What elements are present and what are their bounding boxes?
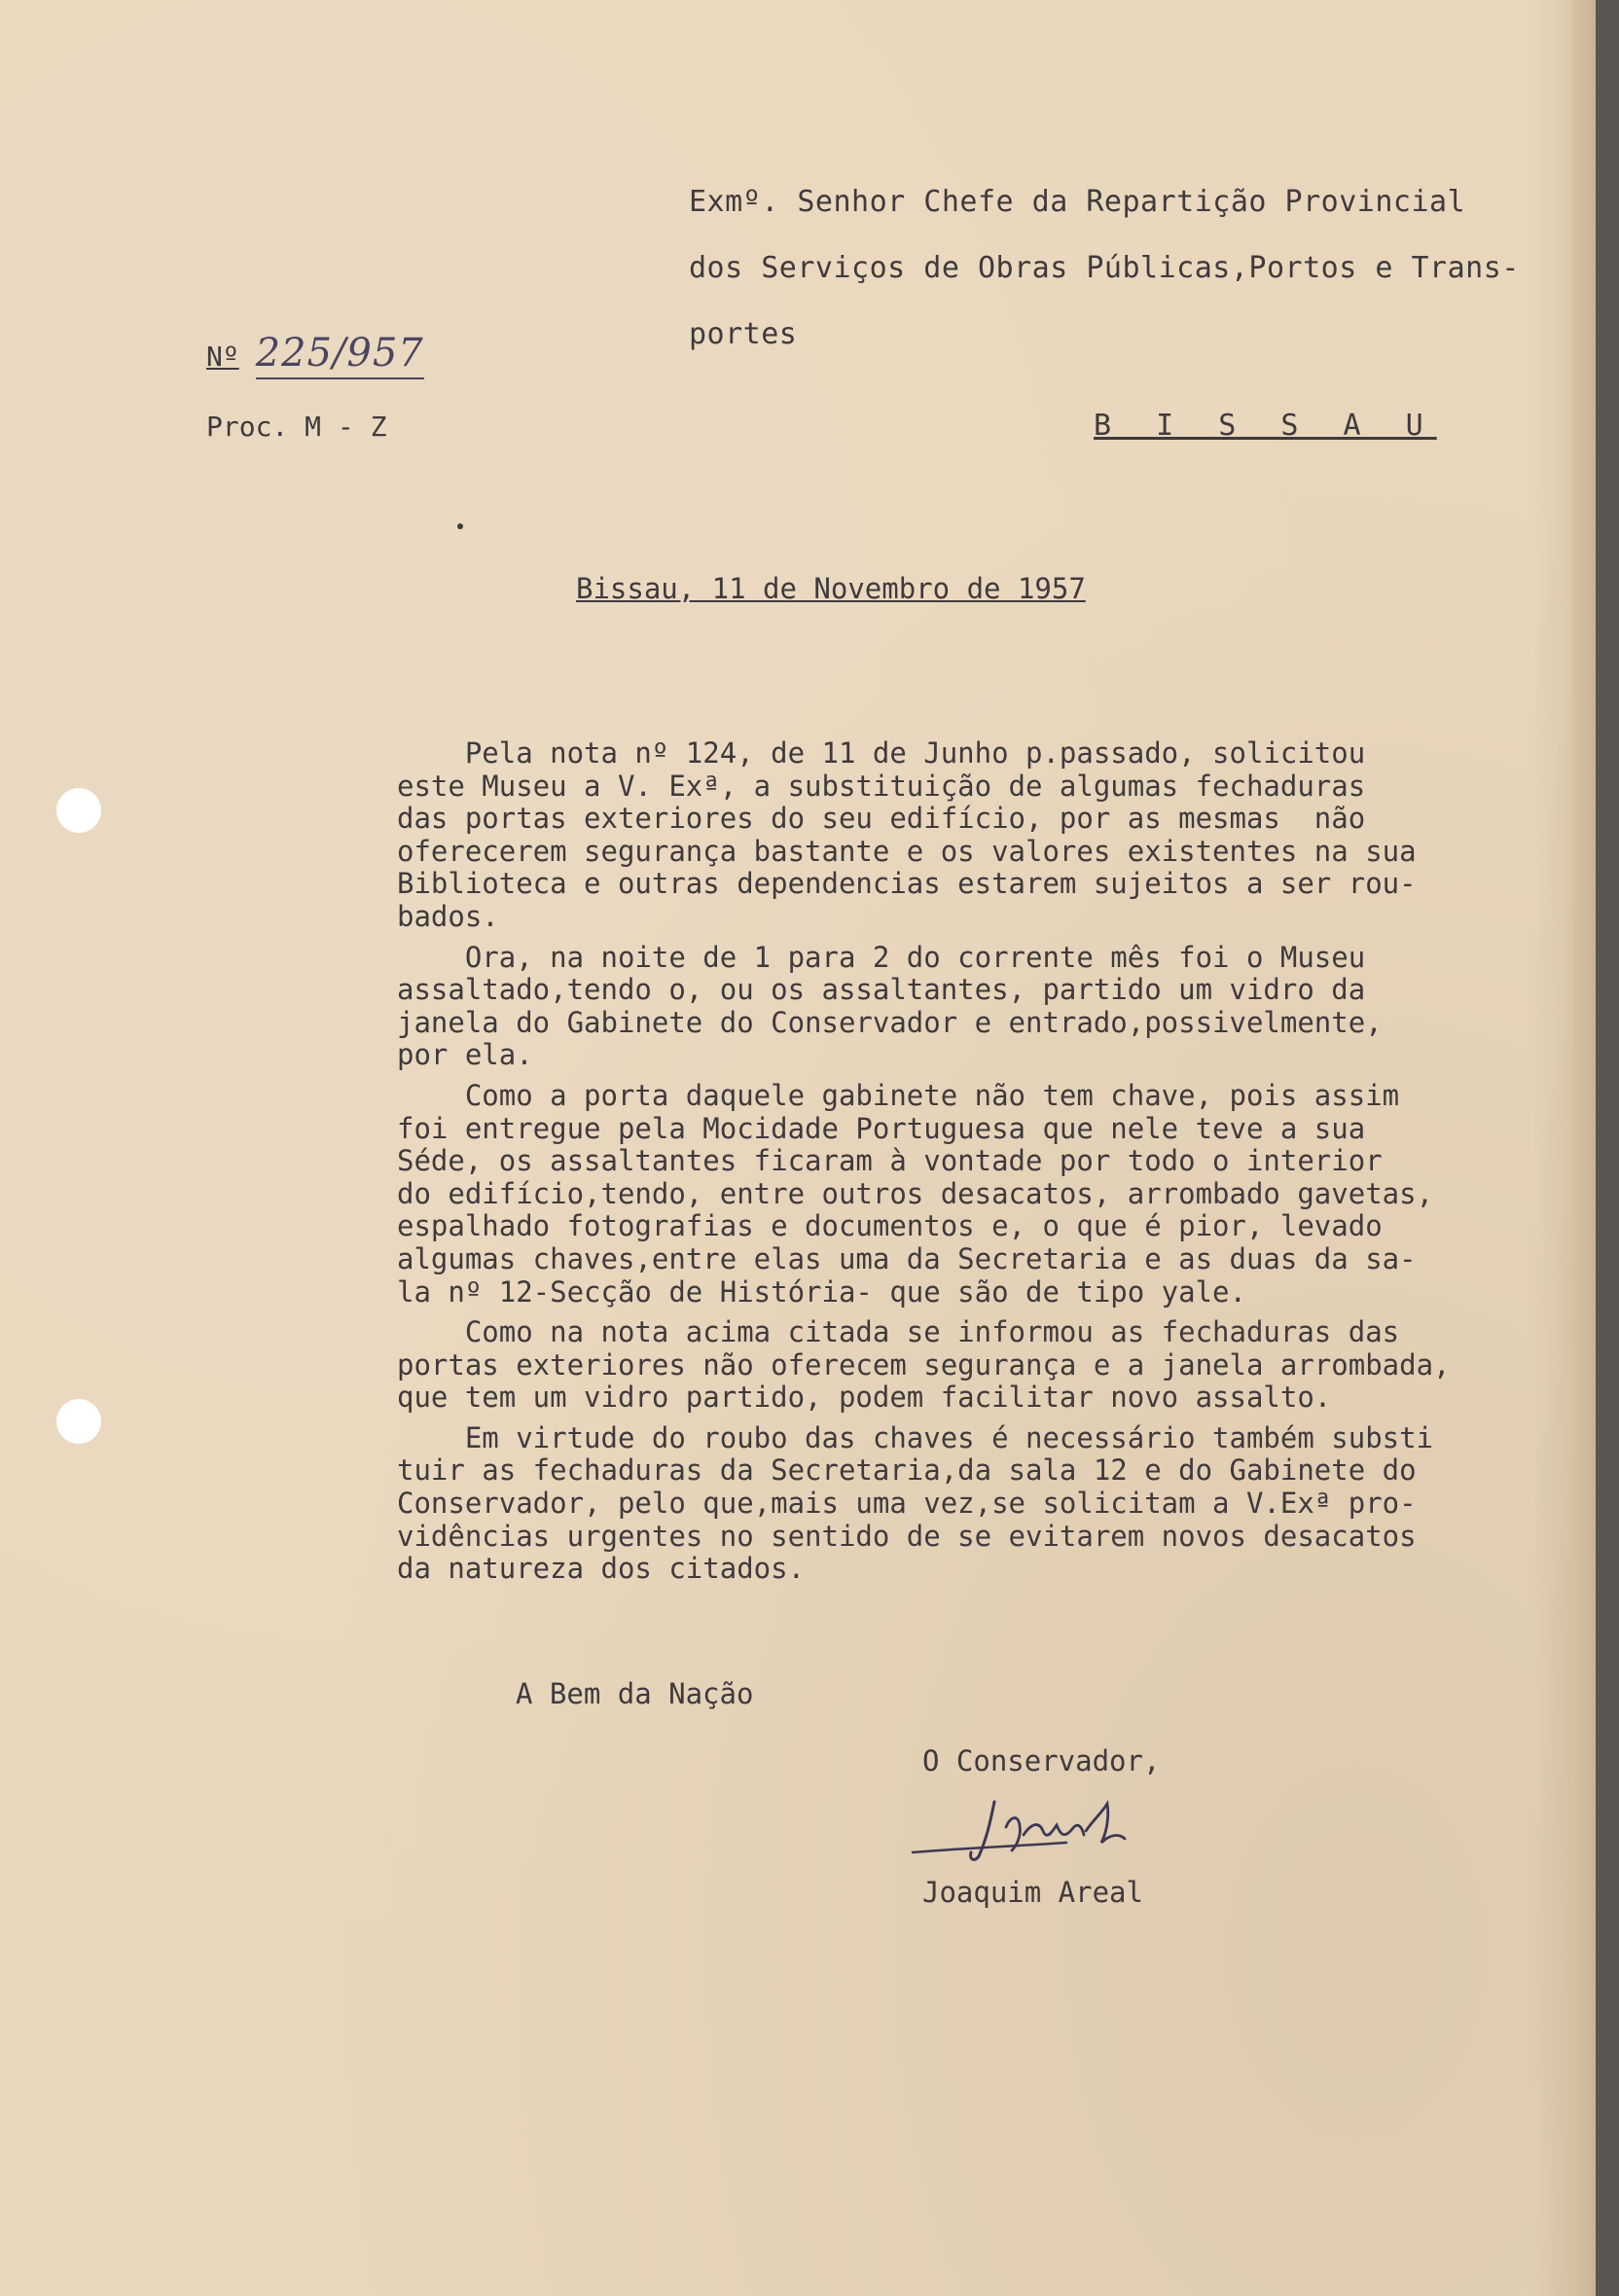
body-paragraph-4: Como na nota acima citada se informou as fechaduras das portas exteriores não oferecem segurança e a janela arrombada, que tem um vidro partido, podem facilitar novo assalto.	[397, 1315, 1451, 1415]
addressee-line-3: portes	[689, 317, 798, 351]
signatory-role: O Conservador,	[922, 1744, 1161, 1777]
body-paragraph-2: Ora, na noite de 1 para 2 do corrente mês foi o Museu assaltado,tendo o, ou os assaltantes, partido um vidro da janela do Gabinete do Conservador e entrado,possivelmente, por ela.	[397, 940, 1383, 1072]
addressee-city: B I S S A U	[1094, 409, 1437, 443]
punch-hole-bottom	[56, 1399, 101, 1444]
body-paragraph-3: Como a porta daquele gabinete não tem chave, pois assim foi entregue pela Mocidade Portuguesa que nele teve a sua Séde, os assaltantes ficaram à vontade por todo o interior do edifício,tendo, entre outros desacatos, arrombado gavetas, espalhado fotografias e documentos e, o que é pior, levado algumas chaves,entre elas uma da Secretaria e as duas da sa- la nº 12-Secção de História- que são de tipo yale.	[397, 1078, 1434, 1309]
ink-speck	[457, 523, 463, 529]
letter-body	[397, 737, 1594, 1586]
punch-hole-top	[56, 788, 101, 833]
process-reference: Proc. M - Z	[206, 411, 387, 443]
closing-salutation: A Bem da Nação	[516, 1677, 754, 1710]
handwritten-signature	[901, 1792, 1193, 1870]
reference-handwritten-number: 225/957	[256, 331, 424, 379]
addressee-line-1: Exmº. Senhor Chefe da Repartição Provincial	[689, 185, 1466, 219]
letter-date: Bissau, 11 de Novembro de 1957	[576, 572, 1086, 605]
body-paragraph-5: Em virtude do roubo das chaves é necessário também substi tuir as fechaduras da Secretaria,da sala 12 e do Gabinete do Conservador, pelo que,mais uma vez,se solicitam a V.Exª pro- vidências urgentes no sentido de se evitarem novos desacatos da natureza dos citados.	[397, 1420, 1434, 1586]
signatory-name: Joaquim Areal	[922, 1876, 1143, 1909]
body-paragraph-1: Pela nota nº 124, de 11 de Junho p.passado, solicitou este Museu a V. Exª, a substituição de algumas fechaduras das portas exteriores do seu edifício, por as mesmas não oferecerem segurança bastante e os valores existentes na sua Biblioteca e outras dependencias estarem sujeitos a ser rou- bados.	[397, 736, 1417, 933]
addressee-block	[689, 169, 1565, 368]
addressee-line-2: dos Serviços de Obras Públicas,Portos e Trans-	[689, 251, 1520, 285]
reference-number	[206, 331, 424, 376]
reference-label: Nº	[206, 341, 239, 373]
